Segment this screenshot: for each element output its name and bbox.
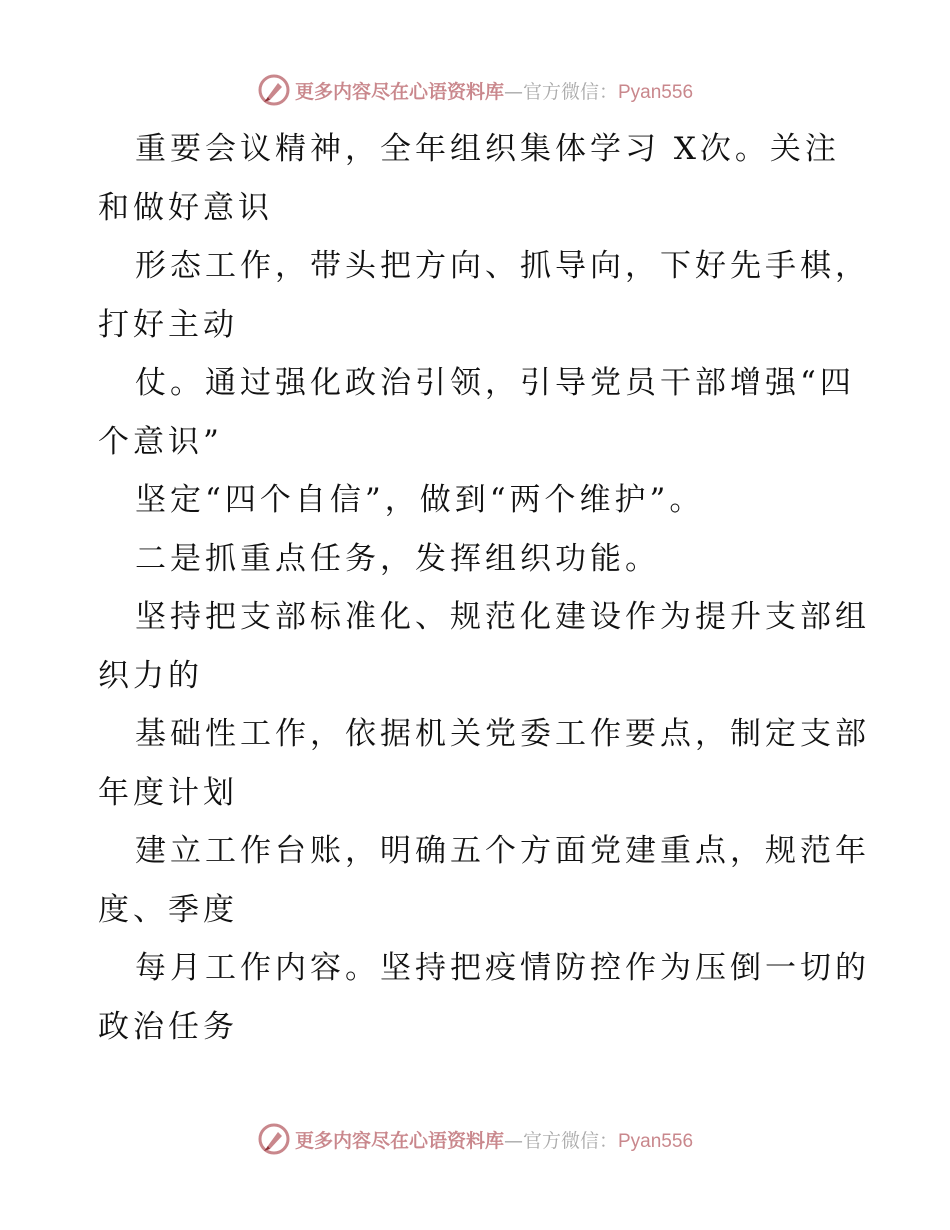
text-line: 政治任务 (98, 1008, 238, 1045)
banner-wechat-id: Pyan556 (618, 81, 694, 103)
banner-wechat-label: 官方微信： (522, 1129, 618, 1152)
text-line: 重要会议精神，全年组织集体学习 X次。关注 (135, 131, 840, 167)
pen-nib-logo-icon (257, 73, 291, 107)
text-line: 基础性工作，依据机关党委工作要点，制定支部 (135, 716, 870, 752)
banner-wechat-label: 官方微信： (522, 80, 618, 103)
text-line: 坚定“四个自信”，做到“两个维护”。 (135, 482, 705, 518)
banner-main-text: 更多内容尽在心语资料库 (294, 80, 504, 103)
pen-nib-logo-icon (257, 1122, 291, 1156)
text-line: 年度计划 (98, 774, 238, 811)
text-line: 度、季度 (98, 891, 238, 928)
banner-wechat-id: Pyan556 (618, 1130, 694, 1152)
banner-separator: — (503, 1129, 523, 1152)
text-line: 形态工作，带头把方向、抓导向，下好先手棋， (135, 248, 870, 284)
header-banner (0, 70, 950, 110)
banner-text (295, 77, 693, 104)
text-line: 仗。通过强化政治引领，引导党员干部增强“四 (135, 365, 855, 401)
banner-main-text: 更多内容尽在心语资料库 (294, 1129, 504, 1152)
text-line: 个意识” (98, 423, 223, 460)
text-line: 坚持把支部标准化、规范化建设作为提升支部组 (135, 599, 870, 635)
text-line: 和做好意识 (98, 189, 273, 226)
banner-text (295, 1126, 693, 1153)
footer-banner (0, 1119, 950, 1159)
banner-separator: — (503, 80, 523, 103)
text-line: 建立工作台账，明确五个方面党建重点，规范年 (135, 833, 870, 869)
text-line: 每月工作内容。坚持把疫情防控作为压倒一切的 (135, 950, 870, 986)
text-line: 打好主动 (98, 306, 238, 343)
text-line: 二是抓重点任务，发挥组织功能。 (135, 540, 660, 577)
document-body (98, 120, 870, 1056)
text-line: 织力的 (98, 657, 203, 694)
